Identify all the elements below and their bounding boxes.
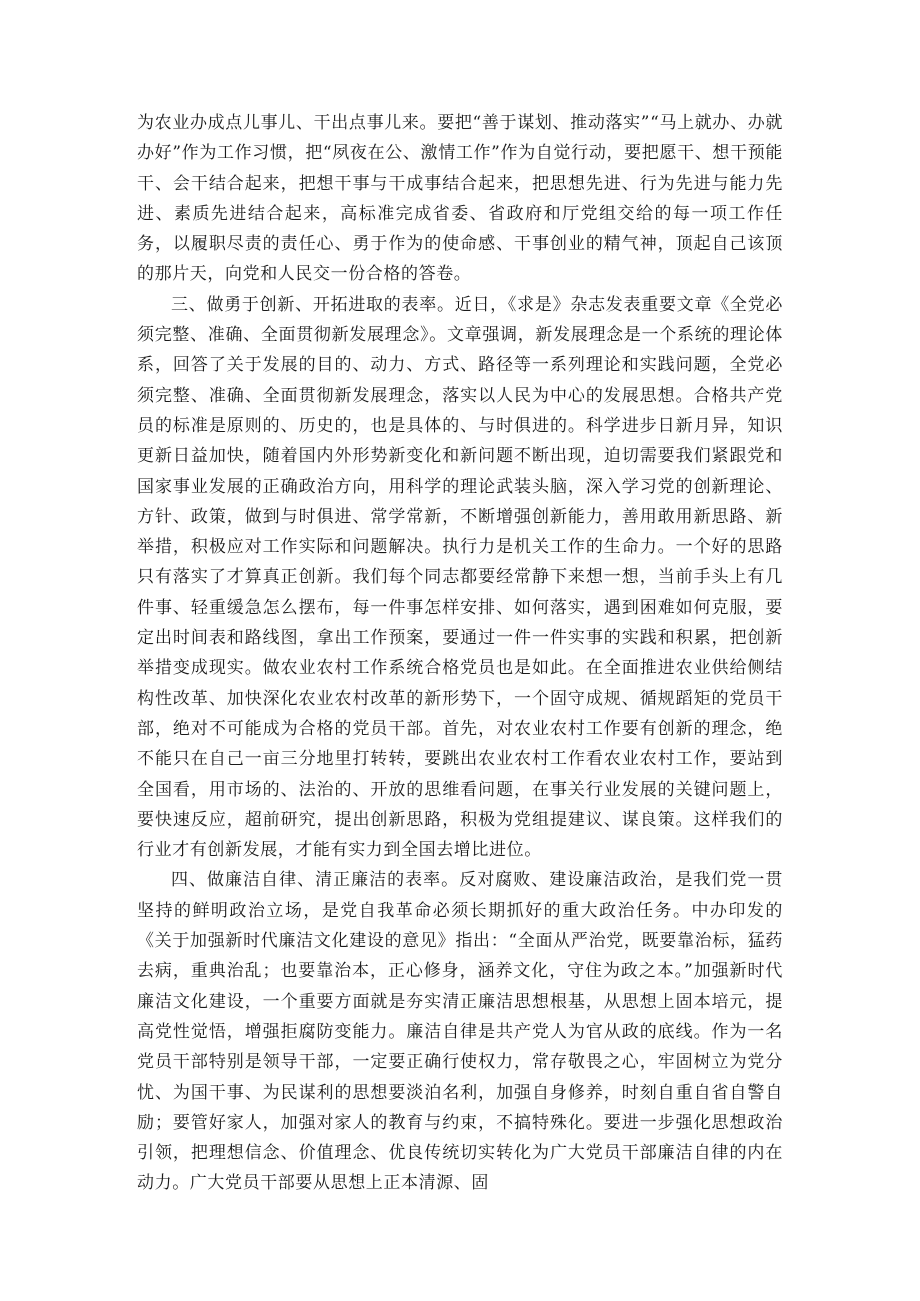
paragraph-continuation: 为农业办成点儿事儿、干出点事儿来。要把“善于谋划、推动落实”“马上就办、办就办好”作为工作习惯，把“夙夜在公、激情工作”作为自觉行动，要把愿干、想干预能干、会干结合起来，把想干事与干成事结合起来，把思想先进、行为先进与能力先进、素质先进结合起来，高标准完成省委、省政府和厅党组交给的每一项工作任务，以履职尽责的责任心、勇于作为的使命感、干事创业的精气神，顶起自己该顶的那片天，向党和人民交一份合格的答卷。 bbox=[137, 113, 783, 285]
paragraph-section-four: 四、做廉洁自律、清正廉洁的表率。反对腐败、建设廉洁政治，是我们党一贯坚持的鲜明政治立场，是党自我革命必须长期抓好的重大政治任务。中办印发的《关于加强新时代廉洁文化建设的意见》指出：“全面从严治党，既要靠治标，猛药去病，重典治乱；也要靠治本，正心修身，涵养文化，守住为政之本。”加强新时代廉洁文化建设，一个重要方面就是夯实清正廉洁思想根基，从思想上固本培元，提高党性觉悟，增强拒腐防变能力。廉洁自律是共产党人为官从政的底线。作为一名党员干部特别是领导干部，一定要正确行使权力，常存敬畏之心，牢固树立为党分忧、为国干事、为民谋利的思想要淡泊名利，加强自身修养，时刻自重自省自警自励；要管好家人，加强对家人的教育与约束，不搞特殊化。要进一步强化思想政治引领，把理想信念、价值理念、优良传统切实转化为广大党员干部廉洁自律的内在动力。广大党员干部要从思想上正本清源、固 bbox=[137, 870, 783, 1194]
paragraph-section-three: 三、做勇于创新、开拓进取的表率。近日，《求是》杂志发表重要文章《全党必须完整、准确、全面贯彻新发展理念》。文章强调，新发展理念是一个系统的理论体系，回答了关于发展的目的、动力、方式、路径等一系列理论和实践问题，全党必须完整、准确、全面贯彻新发展理念，落实以人民为中心的发展思想。合格共产党员的标准是原则的、历史的，也是具体的、与时俱进的。科学进步日新月异，知识更新日益加快，随着国内外形势新变化和新问题不断出现，迫切需要我们紧跟党和国家事业发展的正确政治方向，用科学的理论武装头脑，深入学习党的创新理论、方针、政策，做到与时俱进、常学常新，不断增强创新能力，善用敢用新思路、新举措，积极应对工作实际和问题解决。执行力是机关工作的生命力。一个好的思路只有落实了才算真正创新。我们每个同志都要经常静下来想一想，当前手头上有几件事、轻重缓急怎么摆布，每一件事怎样安排、如何落实，遇到困难如何克服，要定出时间表和路线图，拿出工作预案，要通过一件一件实事的实践和积累，把创新举措变成现实。做农业农村工作系统合格党员也是如此。在全面推进农业供给侧结构性改革、加快深化农业农村改革的新形势下，一个固守成规、循规蹈矩的党员干部，绝对不可能成为合格的党员干部。首先，对农业农村工作要有创新的理念，绝不能只在自己一亩三分地里打转转，要跳出农业农村工作看农业农村工作，要站到全国看，用市场的、法治的、开放的思维看问题，在事关行业发展的关键问题上，要快速反应，超前研究，提出创新思路，积极为党组提建议、谋良策。这样我们的行业才有创新发展，才能有实力到全国去增比进位。 bbox=[137, 294, 783, 861]
document-page bbox=[137, 108, 783, 1199]
